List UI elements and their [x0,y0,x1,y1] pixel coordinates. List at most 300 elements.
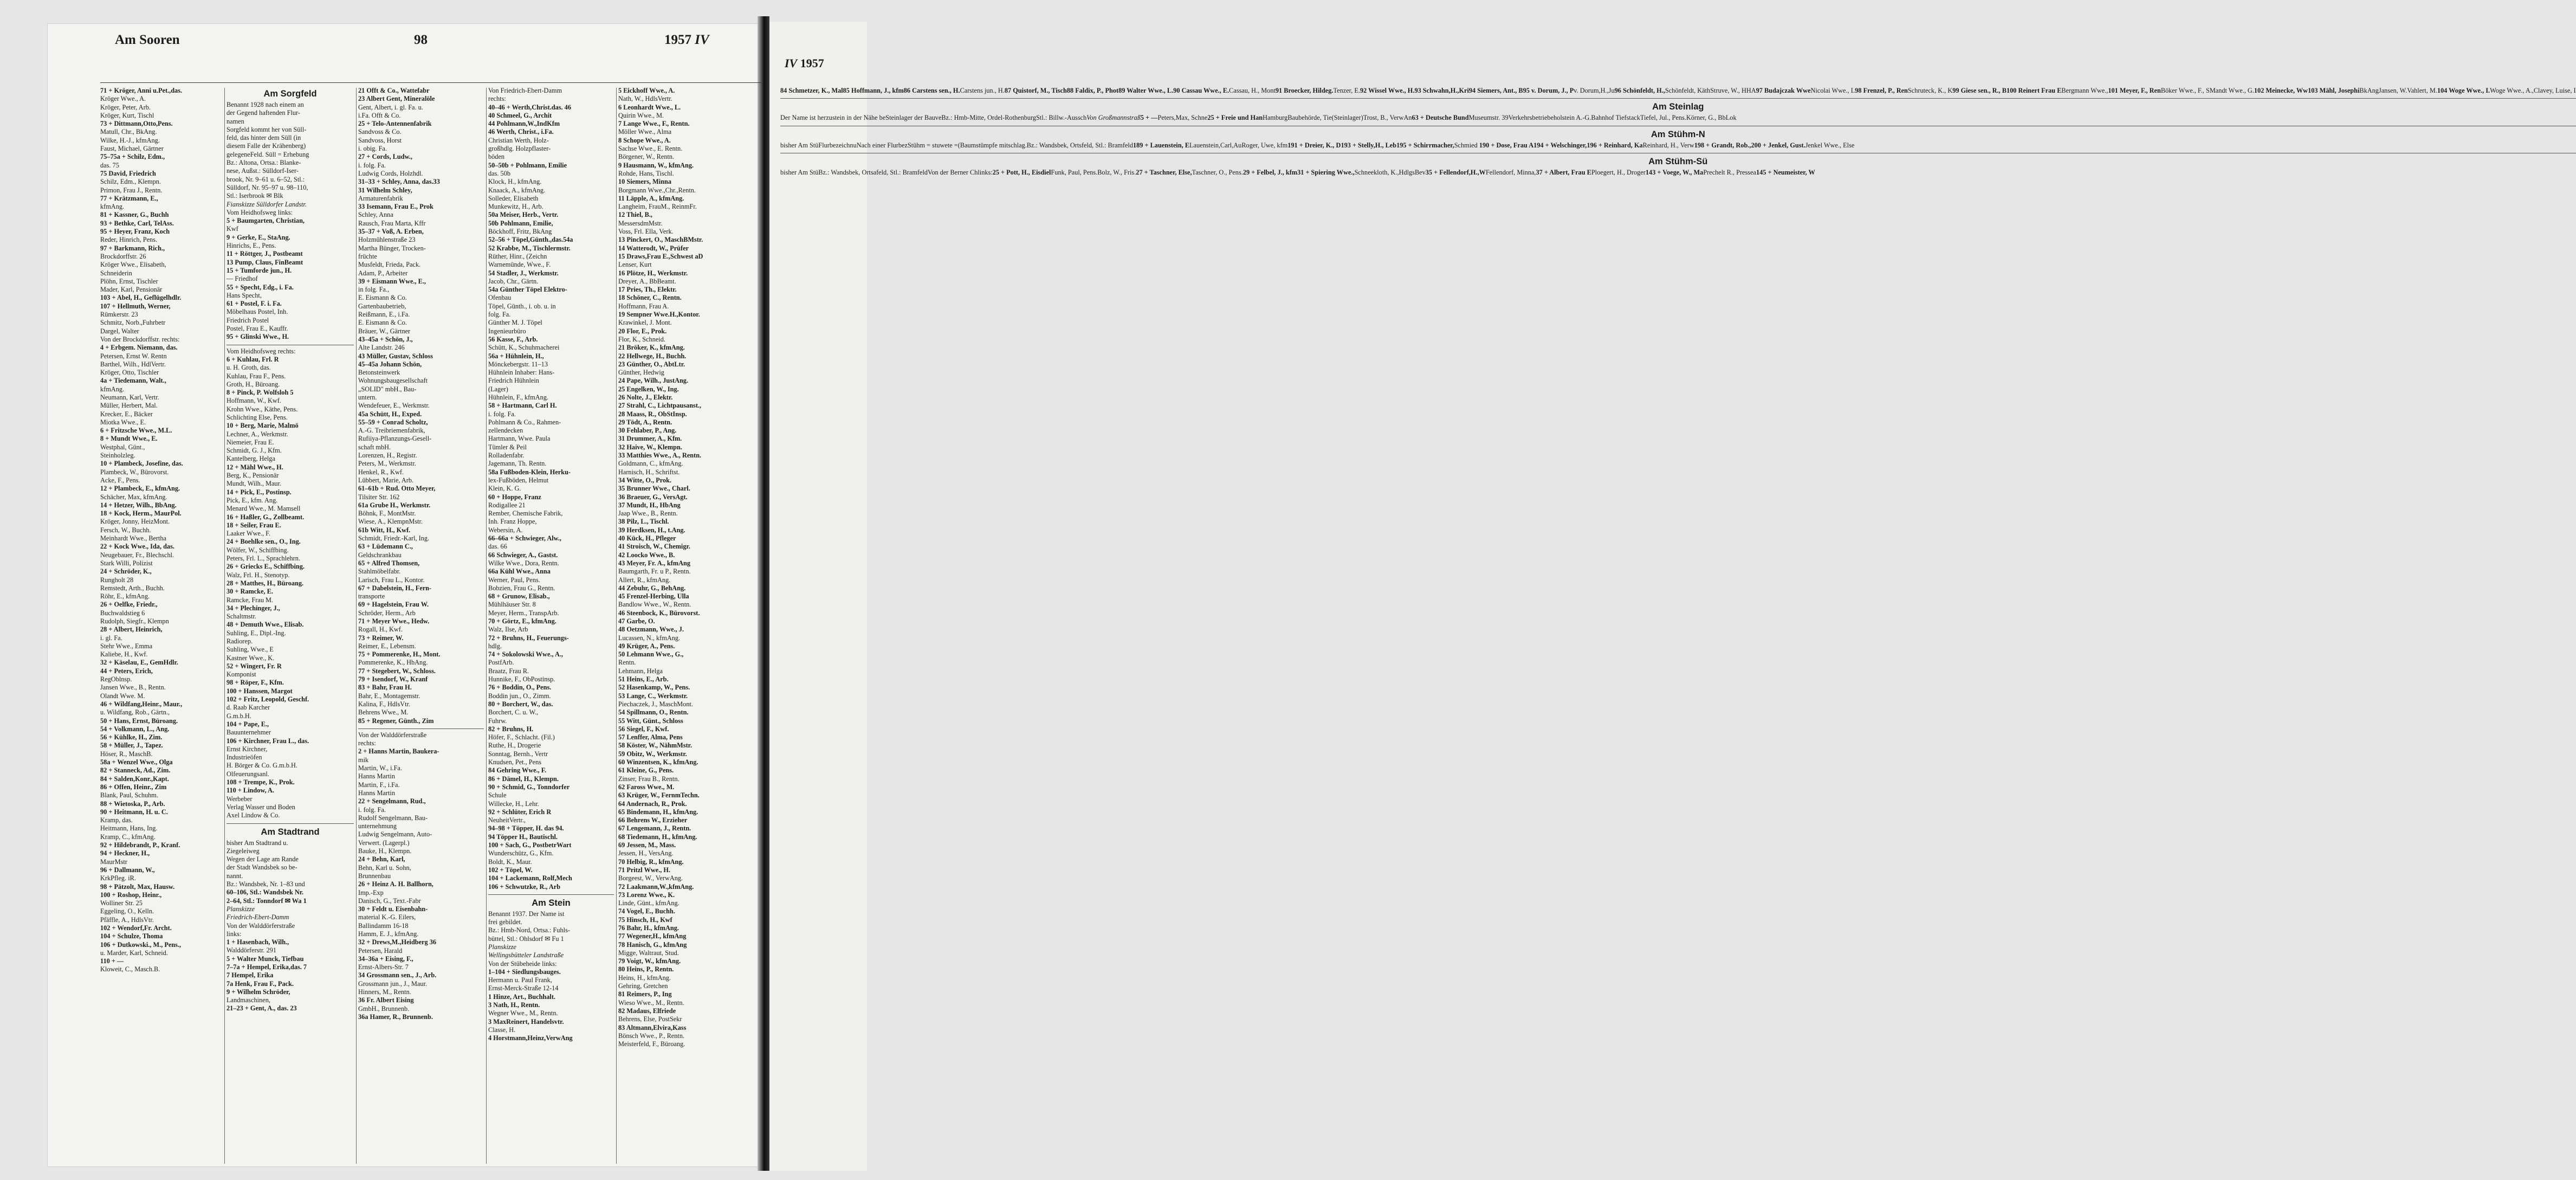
directory-entry-line: Kantelberg, Helga [226,455,275,463]
directory-entry-line: 11 Läpple, A., kfmAng. [618,194,684,202]
directory-entry-line: Schaltmstr. [226,612,256,621]
directory-entry-line: 52 Hasenkamp, W., Pens. [618,684,690,692]
directory-entry-line: Komponist [226,670,256,679]
directory-entry-line: Der Name ist herzu [780,114,832,122]
directory-entry-line: Hoffmann, Frau A. [618,302,669,310]
directory-entry-line: Möbelhaus Postel, Inh. [226,308,288,316]
directory-entry-line: Lübbert, Marie, Arb. [358,476,414,484]
directory-entry-line: 95 v. Dorum, J., P [1523,87,1574,94]
directory-entry-line: 73 Lorenz Wwe., K. [618,891,675,899]
directory-entry-line: 71 + Kröger, Anni u.Pet.,das. [100,87,183,94]
directory-entry-line: 27 + Taschner, Else, [1136,168,1192,176]
street-section-heading: Am Sorgfeld [263,89,317,99]
directory-entry-line: Kalina, F., HdlsVtr. [358,700,411,708]
directory-entry-line: 60 Winzentsen, K., kfmAng. [618,758,698,766]
directory-entry-line: böden [488,153,505,161]
directory-entry-line: NeuheitVertr., [488,816,526,824]
directory-entry-line: 43–45a + Schön, J., [358,335,413,343]
directory-entry-line: 97 Budajczak Wwe [1756,87,1811,94]
directory-entry-line: 68 Tiedemann, H., kfmAng. [618,833,697,841]
directory-entry-line: Bz.: Wandsbek, Nr. 1–83 und [226,880,305,888]
directory-entry-line: 34–36a + Eising, F., [358,955,413,963]
directory-entry-line: 74 Vogel, E., Buchh. [618,907,675,915]
directory-entry-line: Von der Stübeheide links: [488,959,557,968]
directory-entry-line: Walddörferstr. 291 [226,946,276,955]
directory-entry-line: Baumgarth, Fr. u P., Rentn. [618,568,691,576]
directory-entry-line: 63 Krüger, W., FernmTechn. [618,791,700,799]
directory-entry-line: Sülldorf, Nr. 95–97 u. 98–110, [226,183,308,191]
street-section-heading: Am Stein [532,898,571,908]
directory-entry-line: 3 Nath, H., Rentn. [488,1001,540,1009]
directory-entry-line: u. H. Groth, das. [226,364,271,372]
directory-entry-line: 106 + Dutkowski., M., Pens., [100,940,182,949]
street-section-heading: Am Stadtrand [261,827,320,837]
directory-entry-line: Schmidt, Friedr.-Karl, Ing. [358,534,430,543]
directory-entry-line: Schlichting Else, Pens. [226,413,288,421]
directory-entry-line: 88 + Wietoska, P., Arb. [100,799,165,808]
directory-entry-line: 9 + Gerke, E., StaAng. [226,233,290,241]
directory-entry-line: Dreyer, A., BbBeamt. [618,277,676,285]
directory-entry-line: 55–59 + Conrad Scholtz, [358,418,428,426]
directory-entry-line: 95 + Glinski Wwe., H. [226,333,289,341]
directory-entry-line: Wendefeuer, E., Werkmstr. [358,402,430,410]
directory-entry-line: Rudolph, Siegfr., Klempn [100,617,169,625]
directory-entry-line: 43 Meyer, Fr. A., kfmAng [618,559,690,567]
directory-entry-line: 86 + Dämel, H., Klempn. [488,775,559,783]
directory-entry-line: 4a + Tiedemann, Walt., [100,377,166,385]
directory-entry-line: Alte Landstr. 246 [358,344,405,352]
directory-entry-line: rechts: [358,739,376,747]
directory-entry-line: Acke, F., Pens. [100,476,140,484]
directory-entry-line: 106 + Kirchner, Frau L., das. [226,737,309,745]
directory-entry-line: 93 + Bethke, Carl, TelAss. [100,219,174,227]
directory-entry-line: Larisch, Frau L., Kontor. [358,576,425,584]
directory-entry-line: 100 + Hanssen, Margot [226,687,293,695]
directory-entry-line: A.-G. Treibriemenfabrik, [358,427,425,435]
directory-entry-line: Kwf [226,225,238,233]
directory-entry-line: 72 + Bruhns, H., Feuerungs- [488,634,569,642]
directory-entry-line: 65 Bindemann, H., kfmAng. [618,808,698,816]
directory-entry-line: 30 Fehlaber, P., Ang. [618,427,677,435]
directory-entry-line: 50a Meiser, Herb., Vertr. [488,211,559,219]
directory-entry-line: Martha Bünger, Trocken- [358,244,426,252]
directory-entry-line: 14 + Hetzer, Wilh., BbAng. [100,501,177,509]
directory-entry-line: 23 Günther, O., AbtLtr. [618,360,685,368]
directory-entry-line: 46 Steenbock, K., Bürovorst. [618,609,700,617]
directory-entry-line: 103 Mähl, Josephi [2308,87,2360,94]
directory-entry-line: Mader, Karl, Pensionär [100,286,163,294]
directory-entry-line: Meisterfeld, F., Büroang. [618,1040,685,1048]
directory-entry-line: das. 66 [488,543,507,551]
directory-entry-line: 89 Walter Wwe., L. [1118,87,1174,94]
directory-entry-line: 58a + Wenzel Wwe., Olga [100,758,173,766]
directory-entry-line: „SOLID" mbH., Bau- [358,385,417,393]
directory-entry-line: Höfer, F., Schlacht. (Fil.) [488,733,555,741]
directory-entry-line: 20 Flor, E., Prok. [618,327,667,335]
directory-entry-line: schlag. [1008,141,1027,149]
directory-entry-line: Struve, W., HHA [1710,87,1756,94]
directory-entry-line: 76 Bahr, H., kfmAng. [618,924,679,932]
directory-entry-line: Zinser, Frau B., Rentn. [618,775,679,783]
directory-entry-line: i. gl. Fa. [100,634,122,642]
directory-entry-line: 60–106, Stl.: Wandsbek Nr. [226,888,304,897]
directory-entry-line: Möller Wwe., Alma [618,128,672,136]
directory-entry-line: Schmitz, Norb.,Fuhrbetr [100,319,166,327]
directory-entry-line: d. Raab Karcher [226,704,270,712]
directory-entry-line: 91 Broecker, Hildeg. [1275,87,1334,94]
directory-entry-line: Vom Heidhofsweg links: [226,208,293,216]
directory-entry-line: 10 Siemers, Minna [618,178,672,186]
directory-entry-line: 40–46 + Werth,Christ.das. 46 [488,103,571,111]
directory-entry-line: Rudolf Sengelmann, Bau- [358,814,428,822]
part-right: IV [785,56,798,70]
directory-entry-line: 90 + Heitmann, H. u. C. [100,808,168,816]
section-rule [226,823,354,824]
directory-entry-line: Sonntag, Bernh., Vertr [488,750,548,758]
directory-entry-line: 84 Gehring Wwe., F. [488,766,547,775]
directory-entry-line: Wilke Wwe., Dora, Rentn. [488,559,559,567]
directory-entry-line: Gehring, Gretchen [618,982,668,990]
directory-entry-line: Walz, Ilse, Arb [488,626,528,634]
directory-entry-line: 98 + Pätzolt, Max, Hausw. [100,882,175,891]
directory-entry-line: 36a Hamer, R., Brunnenb. [358,1013,433,1021]
directory-entry-line: Suhling, Wwe., E [226,646,274,654]
directory-entry-line: 52 + Wingert, Fr. R [226,662,282,670]
directory-entry-line: KrkPfleg. iR. [100,874,136,882]
directory-entry-line: Trost, B., VerwAn [1363,114,1412,122]
directory-entry-line: 104 + Lackemann, Rolf,Mech [488,874,572,882]
directory-entry-line: Wieso Wwe., M., Rentn. [618,998,684,1007]
directory-entry-line: 81 Reimers, P., Ing [618,990,672,998]
directory-page-right [769,22,2576,1171]
directory-entry-line: Holzmühlenstraße 23 [358,236,416,244]
directory-entry-line: Brockdorffstr. 26 [100,252,146,260]
directory-entry-line: 66–66a + Schwieger, Alw., [488,534,561,543]
directory-entry-line: der Gegend haftenden Flur- [226,109,300,117]
directory-entry-line: E. Eismann & Co. [358,319,407,327]
directory-entry-line: 96 Schönfeldt, H., [1614,87,1665,94]
directory-entry-line: Bz.: Hmb-Nord, Ortsa.: Fuhls- [488,926,570,934]
directory-entry-line: 189 + Lauenstein, E [1133,141,1190,149]
directory-entry-line: Töpel, Günth., i. ob. u. in [488,302,556,310]
directory-entry-line: Menard Wwe., M. Mamsell [226,505,301,513]
directory-entry-line: 61a Grube H., Werkmstr. [358,501,431,509]
directory-entry-line: Clavey, Luise, I [2533,87,2576,94]
directory-entry-line: 62 Faross Wwe., M. [618,783,675,791]
directory-entry-line: 6 Leonhardt Wwe., L. [618,103,681,111]
directory-entry-line: Kröger Wwe., A. [100,95,146,103]
directory-entry-line: (Lager) [488,385,508,393]
directory-entry-line: Woge Wwe., A., [2490,87,2534,94]
directory-entry-line: H. Börger & Co. G.m.b.H. [226,762,297,770]
directory-entry-line: Nicolai Wwe., L [1810,87,1855,94]
directory-entry-line: 45 Frenzel-Herbing, Ulla [618,592,689,601]
directory-entry-line: 102 + Wendorf,Fr. Archt. [100,924,172,932]
directory-entry-line: 68 + Grunow, Elisab., [488,592,550,601]
directory-entry-line: 83 + Bahr, Frau H. [358,684,412,692]
directory-entry-line: 34 Grossmann sen., J., Arb. [358,971,437,979]
directory-entry-line: Ballindamm 16-18 [358,921,409,930]
directory-entry-line: i. folg. Fa. [488,410,516,418]
directory-entry-line: Reinhard, H., Verw [1642,141,1694,149]
directory-entry-line: 97 + Barkmann, Rich., [100,244,165,252]
directory-entry-line: Baubehörde, Tie [1287,114,1332,122]
directory-entry-line: Betonsteinwerk [358,369,400,377]
directory-entry-line: Rausch, Frau Marta, Kffr [358,219,426,227]
directory-entry-line: 18 + Seiler, Frau E. [226,521,281,529]
directory-entry-line: großhdlg. Holzpflaster- [488,145,551,153]
directory-entry-line: 28 Maass, R., ObStInsp. [618,410,687,418]
directory-entry-line: 39 Herdksen, H., t.Ang. [618,526,685,534]
directory-entry-line: 47 Garbe, O. [618,617,655,625]
directory-entry-line: Borgmann Wwe.,Chr.,Rentn. [618,186,696,194]
directory-entry-line: folg. Fa. [488,311,511,319]
directory-entry-line: 26 + Griecks E., Schiffbing. [226,563,305,571]
directory-entry-line: 7 Lange Wwe., F., Rentn. [618,120,690,128]
directory-entry-line: Kröger, Kurt, Tischl [100,111,154,119]
directory-entry-line: Lenser, Kurt [618,261,652,269]
directory-entry-line: 10 + Plambeck, Josefine, das. [100,460,183,468]
directory-entry-line: bisher Am Stü [780,141,819,149]
directory-entry-line: Stl.: Billw.-Aussch [1036,114,1087,122]
directory-entry-line: 94 Töpper H., Bautischl. [488,833,558,841]
year-right: 1957 [800,56,824,70]
directory-entry-line: nannt. [226,872,243,880]
directory-entry-line: Hamm, E. J., kfmAng. [358,930,419,938]
directory-entry-line: i.Fa. Offt & Co. [358,111,401,119]
directory-entry-line: 24 + Schröder, K., [100,568,152,576]
directory-entry-line: Lechner, A., Werkmstr. [226,430,288,438]
directory-entry-line: 25 + Telo-Antennenfabrik [358,120,432,128]
directory-entry-line: Wohnungsbaugesellschaft [358,377,428,385]
directory-entry-line: 35–37 + Voß, A. Erben, [358,228,424,236]
directory-entry-line: Von Friedrich-Ebert-Damm [488,87,562,94]
directory-entry-line: 48 Oetzmann, Wwe., J. [618,626,684,634]
directory-entry-line: Jaap Wwe., B., Rentn. [618,510,678,518]
directory-entry-line: 14 + Pick, E., Postinsp. [226,488,292,496]
directory-entry-line: Friedrich Hühnlein [488,377,539,385]
directory-entry-line: 82 Madaus, Elfriede [618,1007,676,1015]
directory-entry-line: Kröger, Peter, Arb. [100,103,151,111]
directory-entry-line: Faust, Michael, Gärtner [100,145,164,153]
directory-entry-line: das. 50b [488,169,510,177]
directory-entry-line: Walz, Frl. H., Stenotyp. [226,571,290,579]
directory-entry-line: Flurbezeichnu [818,141,857,149]
directory-entry-line: 65 + Alfred Thomsen, [358,559,420,567]
directory-entry-line: (Steinlager) [1331,114,1363,122]
directory-entry-line: 36 Fr. Albert Eising [358,996,414,1004]
directory-entry-line: 44 + Peters, Erich, [100,667,153,675]
directory-entry-line: 28 + Albert, Heinrich, [100,626,163,634]
directory-entry-line: 38 Pilz, L., Tischl. [618,518,669,526]
directory-entry-line: Stahlmöbelfabr. [358,568,401,576]
directory-entry-line: 29 + Felbel, J., kfm [1242,168,1298,176]
directory-entry-line: 25 + Pott, H., Eisdiel [992,168,1051,176]
page-header-right [785,56,824,70]
directory-entry-line: 75 + Pommerenke, H., Mont. [358,650,441,659]
directory-entry-line: Kuhlau, Frau F., Pens. [226,372,286,380]
directory-entry-line: Petersen, Ernst W. Rentn [100,352,167,360]
directory-entry-line: 93 Schwahn,H.,Kri [1414,87,1469,94]
directory-entry-line: 24 Pape, Wilh., JustAng. [618,377,689,385]
directory-entry-line: Blank, Paul, Schuhm. [100,791,158,799]
directory-entry-line: 104 + Pape, E., [226,720,269,728]
directory-entry-line: Bolz, W., Fris. [1097,168,1136,176]
directory-entry-line: Plambeck, W., Bürovorst. [100,468,169,476]
directory-entry-line: untern. [358,393,377,401]
directory-entry-line: 7 Hempel, Erika [226,971,274,979]
directory-entry-line: 58a Fußboden-Klein, Herku- [488,468,571,476]
directory-entry-line: 57 Lenffer, Alma, Pens [618,733,683,741]
directory-entry-line: 16 Plötze, H., Werkmstr. [618,269,688,277]
directory-entry-line: 37 Mundt, H., HbAng [618,501,681,509]
directory-entry-line: Inh. Franz Hoppe, [488,518,537,526]
directory-entry-line: Rohde, Hans, Tischl. [618,169,674,177]
directory-entry-line: Reder, Hinrich, Pens. [100,236,158,244]
directory-entry-line: Schruteck, K., K [1907,87,1953,94]
directory-entry-line: Solleder, Elisabeth [488,194,539,202]
directory-entry-line: Musfeldt, Frieda, Pack. [358,261,421,269]
directory-entry-line: Ruthe, H., Drogerie [488,741,541,750]
directory-entry-line: del-Rothenburg [994,114,1037,122]
directory-entry-line: Hermann u. Paul Frank, [488,976,552,984]
directory-entry-line: v. Dorum,H.,Ju [1574,87,1615,94]
directory-entry-line: Kramp, C., kfmAng. [100,833,156,841]
directory-entry-line: Bahnhof Tiefstack [1591,114,1640,122]
directory-entry-line: 195 + Schirrmacher, [1396,141,1454,149]
directory-entry-line: rechts: [488,95,506,103]
directory-entry-line: Müller, Herbert, Mal. [100,402,158,410]
directory-entry-line: 13 Pinckert, O., MaschBMstr. [618,236,703,244]
directory-entry-line: Bz.: Wandsbek, Ortsa [818,168,877,176]
directory-entry-line: Flor, K., Schneid. [618,335,665,343]
directory-entry-line: 21 Bröker, K., kfmAng. [618,344,685,352]
directory-entry-line: Geldschrankbau [358,551,402,559]
directory-entry-line: 6 + Kuhlau, Frl. R [226,355,279,363]
book-gutter [758,16,769,1171]
directory-entry-line: Schmidt, G. J., Kfm. [226,447,282,455]
directory-entry-line: (Baumstümpfe mit [957,141,1008,149]
directory-entry-line: 11 + Röttger, J., Postbeamt [226,250,303,258]
directory-entry-line: links: [226,930,242,938]
directory-entry-line: 4 + Erbgem. Niemann, das. [100,344,178,352]
directory-entry-line: 66a Kühl Wwe., Anna [488,568,551,576]
directory-entry-line: 69 Jessen, M., Mass. [618,841,676,849]
directory-entry-line: Martin, F., i.Fa. [358,781,400,789]
directory-entry-line: 53 Lange, C., Werkmstr. [618,692,688,700]
directory-entry-line: 102 Meinecke, Ww [2254,87,2308,94]
directory-entry-line: Hans Specht, [226,291,262,299]
directory-entry-line: 23 Albert Gent, Mineralöle [358,95,435,103]
directory-entry-line: 50 + Hans, Ernst, Büroang. [100,717,178,725]
directory-entry-line: Berg, K., Pensionär [226,472,279,480]
directory-entry-line: Schule [488,791,507,799]
directory-entry-line: 15 + Tumforde jun., H. [226,266,292,274]
directory-entry-line: 101 Meyer, F., Ren [2108,87,2161,94]
directory-entry-line: Böhnk, F., MontMstr. [358,510,416,518]
directory-entry-line: 79 Voigt, W., kfmAng. [618,957,681,965]
directory-entry-line: 75–75a + Schilz, Edm., [100,153,165,161]
directory-entry-line: Meyer, Herm., TranspArb. [488,609,559,617]
directory-entry-line: 8 + Mundt Wwe., E. [100,435,158,443]
directory-entry-line: Braatz, Frau R. [488,667,529,675]
directory-entry-line: Von Großmannstraß [1086,114,1141,122]
directory-entry-line: Rümkerstr. 23 [100,311,138,319]
directory-entry-line: Goldmann, C., kfmAng. [618,460,683,468]
directory-entry-line: Schmied [1454,141,1478,149]
directory-entry-line: 8 Schope Wwe., A. [618,136,671,144]
directory-entry-line: material K.-G. Eilers, [358,913,416,921]
directory-entry-line: 55 + Specht, Edg., i. Fa. [226,283,294,291]
directory-entry-line: Mundt, Wilh., Maur. [226,480,282,488]
directory-entry-line: 27 + Cords, Ludw., [358,153,412,161]
directory-entry-line: Knudsen, Pet., Pens [488,758,542,766]
directory-entry-line: büttel, Stl.: Ohlsdorf ✉ Fu 1 [488,934,564,943]
directory-entry-line: Ludwig Sengelmann, Auto- [358,830,432,839]
directory-entry-line: Gent, Albert, i. gl. Fa. u. [358,103,423,111]
directory-entry-line: Stl.: Iserbrook ✉ Blk [226,192,283,200]
directory-entry-line: Schröder, Herm., Arb [358,609,416,617]
directory-entry-line: Böckhoff, Fritz, BkAng [488,228,552,236]
directory-entry-line: Nath, W., HdlsVertr. [618,95,672,103]
directory-entry-line: Lorenzen, H., Registr. [358,452,417,460]
column-2 [226,87,354,1165]
column-divider [224,88,225,1164]
directory-entry-line: 102 + Töpel, W. [488,866,533,874]
directory-entry-line: Werbeber [226,795,253,803]
directory-entry-line: feld, Stl.: Bramfeld [1082,141,1133,149]
directory-entry-line: 12 + Mähl Wwe., H. [226,463,283,471]
directory-entry-line: 82 + Stanneck, Ad., Zim. [100,766,171,775]
directory-entry-line: 27 Strahl, C., Lichtpausanst., [618,402,702,410]
directory-entry-line: 34 Witte, O., Prok. [618,476,672,484]
directory-entry-line: 80 + Borchert, W., das. [488,700,553,708]
directory-entry-line: i. obig. Fa. [358,145,387,153]
directory-entry-line: Ludwig Cords, Holzhdl. [358,169,423,177]
directory-entry-line: Reimer, E., Lebensm. [358,642,416,650]
directory-entry-line: 143 + Voege, W., Ma [1645,168,1704,176]
directory-entry-line: 22 Hellwege, H., Buchh. [618,352,687,360]
directory-entry-line: Buchwaldstieg 6 [100,609,145,617]
directory-entry-line: diesem Falle der Krähenberg) [226,142,306,150]
directory-entry-line: Radiorep. [226,637,253,645]
directory-entry-line: Postel, Frau E., Kauffr. [226,325,288,333]
directory-entry-line: Groth, H., Büroang. [226,380,280,388]
directory-entry-line: Jansen, W. [2378,87,2407,94]
directory-entry-line: 71 + Meyer Wwe., Hedw. [358,617,430,625]
directory-entry-line: feld, das hinter dem Süll (in [226,134,301,142]
directory-entry-line: Mandt Wwe., G. [2209,87,2254,94]
directory-entry-line: Peters, M., Werkmstr. [358,460,416,468]
directory-entry-line: früchte [358,252,377,260]
directory-entry-line: Hartmann, Wwe. Paula [488,435,551,443]
directory-entry-line: 50b Pohlmann, Emilie, [488,219,553,227]
directory-entry-line: Kloweit, C., Masch.B. [100,965,160,973]
directory-entry-line: 84 Schmetzer, K., Mal [780,87,843,94]
directory-entry-line: 31–33 + Schley, Anna, das.33 [358,178,440,186]
directory-entry-line: namen [226,117,244,125]
directory-entry-line: Werner, Paul, Pens. [488,576,540,584]
directory-entry-line: Planskizze [226,905,255,913]
directory-entry-line: Krohn Wwe., Käthe, Pens. [226,405,298,413]
directory-entry-line: 18 + Kock, Herm., MaurPol. [100,510,182,518]
directory-entry-line: Von der Walddörferstraße [358,731,427,739]
directory-entry-line: 70 Helbig, R., kfmAng. [618,857,684,866]
directory-entry-line: Planskizze [488,943,516,951]
page-number: 98 [414,33,428,47]
directory-entry-line: 78 Hanisch, G., kfmAng [618,940,687,949]
directory-entry-line: 25 Engelken, W., Ing. [618,385,679,393]
